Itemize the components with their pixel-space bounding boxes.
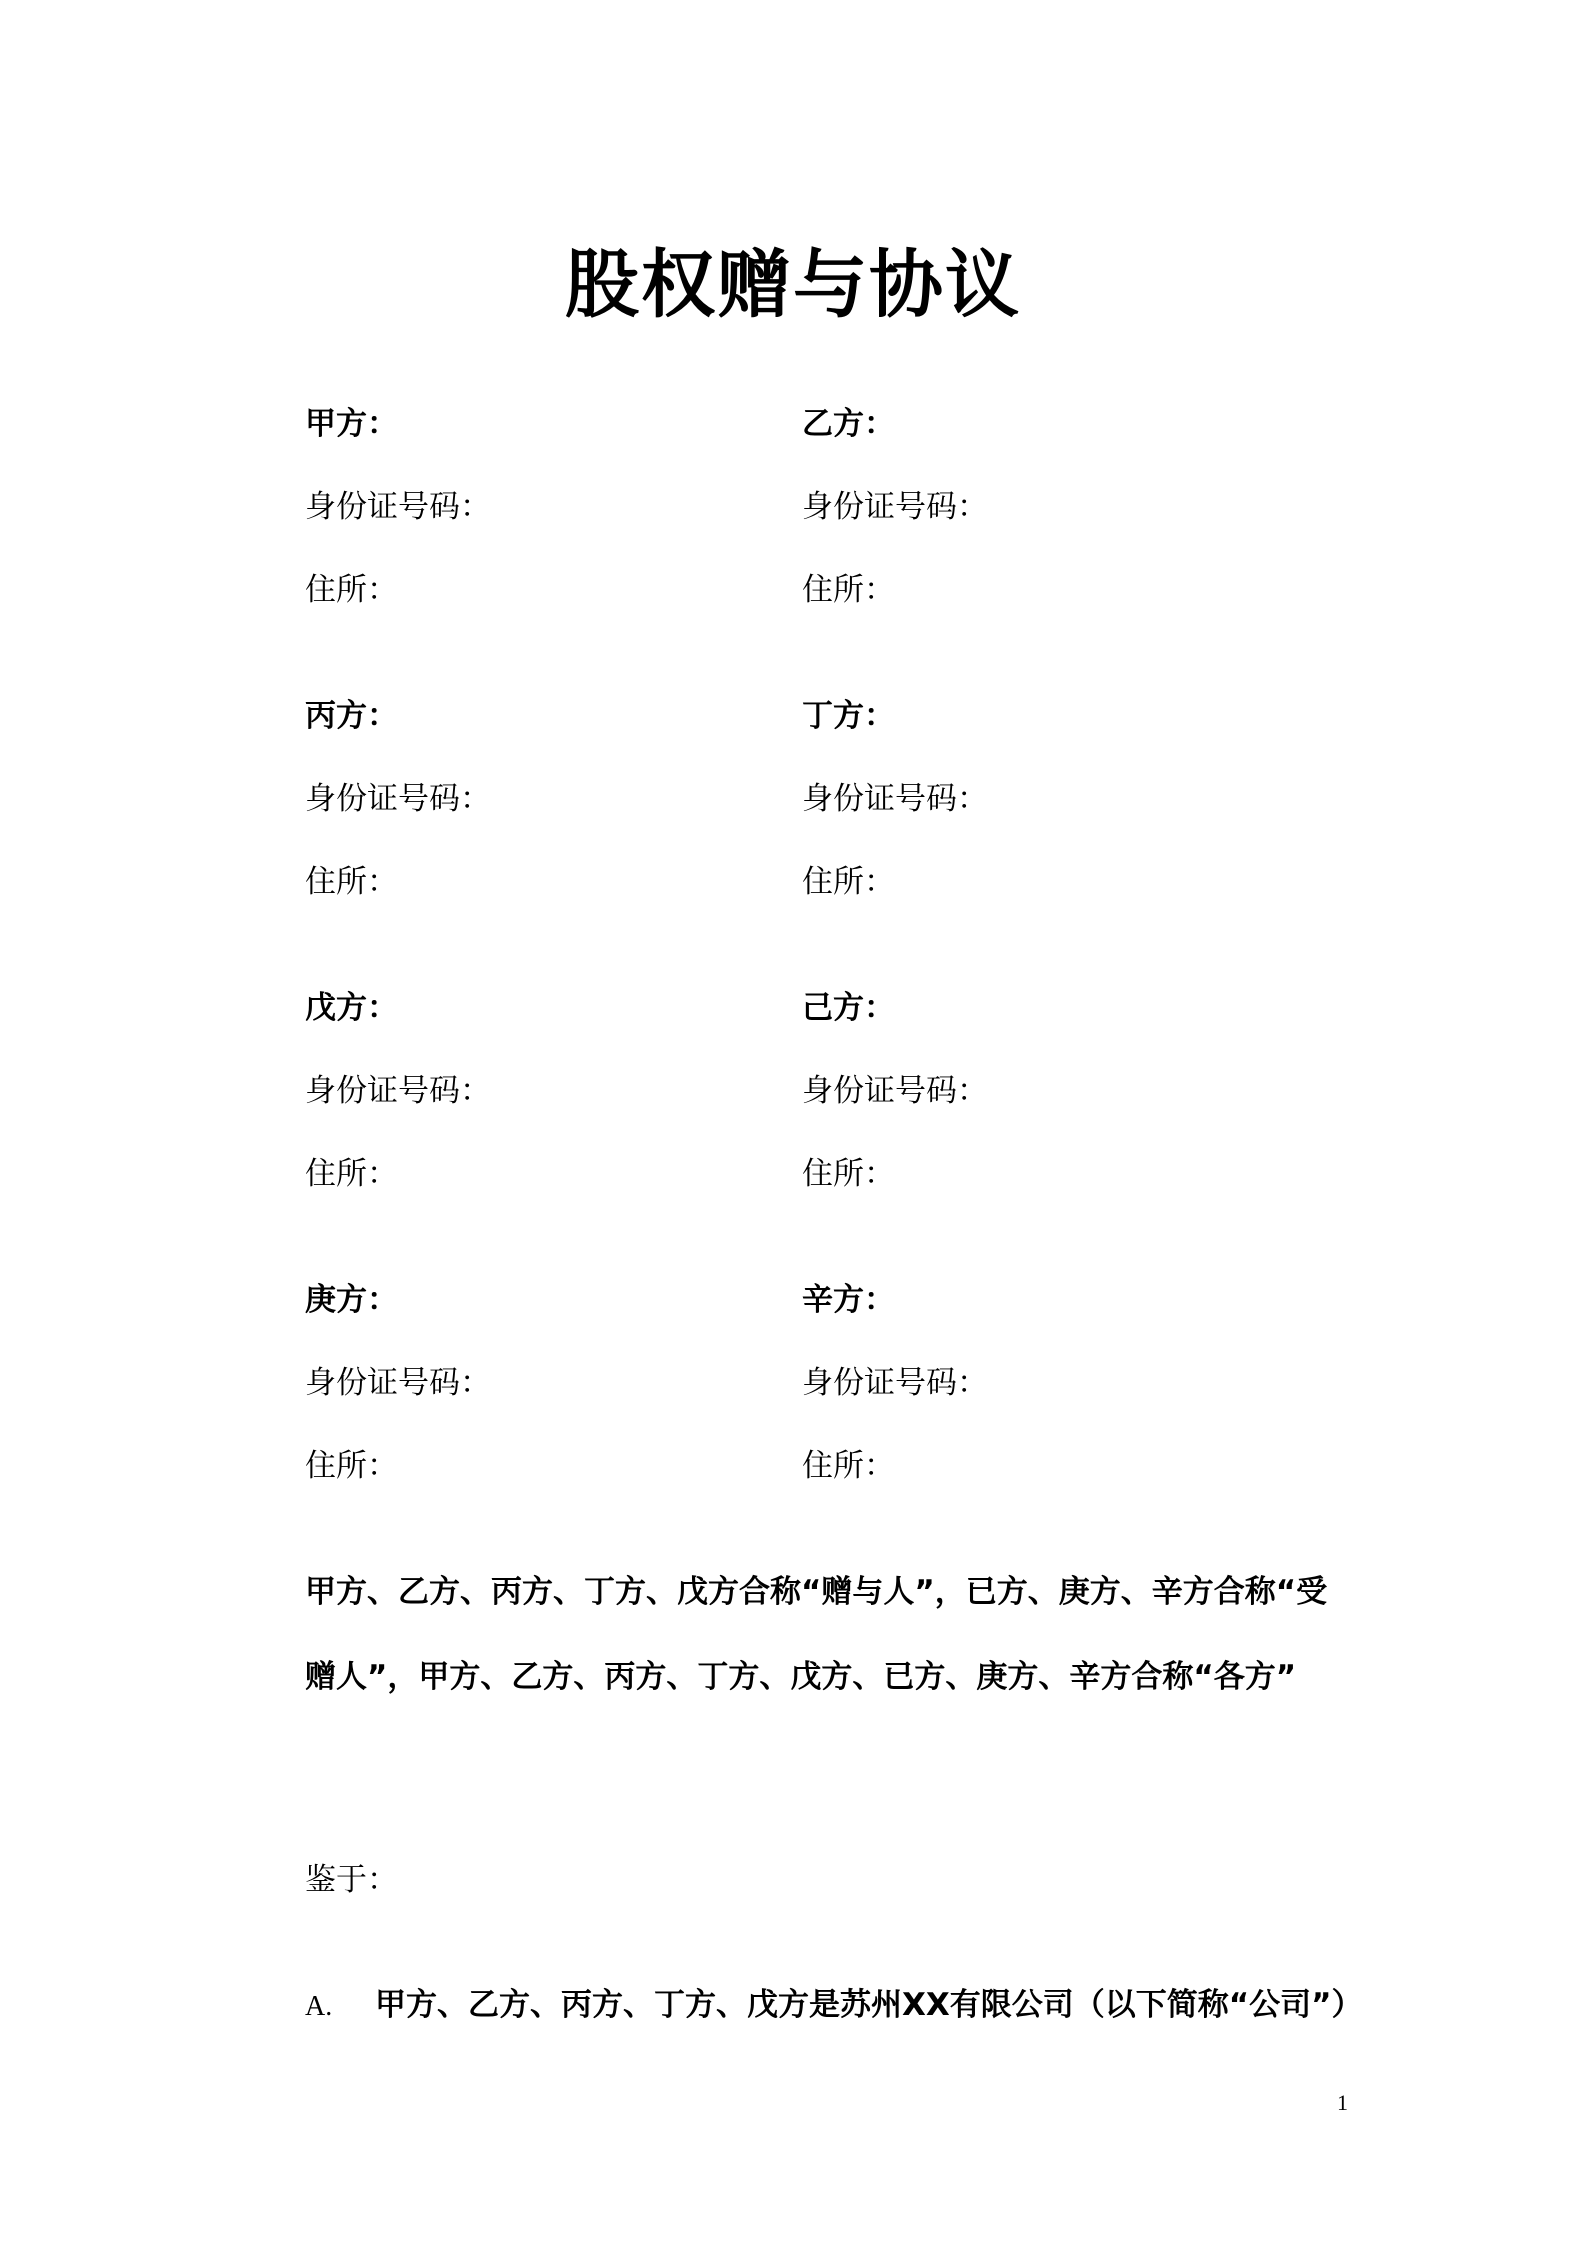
- party-address-label: 住所：: [305, 572, 398, 608]
- party-address-label: 住所：: [802, 1448, 895, 1484]
- party-group-2: [305, 696, 1305, 945]
- whereas-label: 鉴于：: [305, 1862, 398, 1898]
- party-name: 辛方：: [802, 1282, 895, 1318]
- party-name: 己方：: [802, 990, 895, 1026]
- party-id-label: 身份证号码：: [802, 1073, 988, 1109]
- party-name: 乙方：: [802, 406, 895, 442]
- party-address-label: 住所：: [802, 572, 895, 608]
- document-title: 股权赠与协议: [565, 242, 1021, 328]
- party-name: 戊方：: [305, 990, 398, 1026]
- clause-marker: A.: [305, 1991, 333, 2022]
- party-id-label: 身份证号码：: [802, 781, 988, 817]
- definition-line: 赠人”，甲方、乙方、丙方、丁方、戊方、已方、庚方、辛方合称“各方”: [305, 1659, 1297, 1695]
- definition-paragraph: [305, 1572, 1365, 1697]
- party-group-3: [305, 988, 1305, 1237]
- definition-line: 甲方、乙方、丙方、丁方、戊方合称“赠与人”，已方、庚方、辛方合称“受: [305, 1574, 1328, 1610]
- party-id-label: 身份证号码：: [305, 1365, 491, 1401]
- party-group-1: [305, 404, 1305, 653]
- party-group-4: [305, 1280, 1305, 1529]
- clause-text: 甲方、乙方、丙方、丁方、戊方是苏州XX有限公司（以下简称“公司”）: [375, 1987, 1363, 2023]
- party-name: 丙方：: [305, 698, 398, 734]
- party-name: 甲方：: [305, 406, 398, 442]
- party-name: 庚方：: [305, 1282, 398, 1318]
- clause-a: [305, 1985, 1363, 2027]
- party-address-label: 住所：: [305, 864, 398, 900]
- party-address-label: 住所：: [802, 1156, 895, 1192]
- party-id-label: 身份证号码：: [305, 781, 491, 817]
- party-id-label: 身份证号码：: [802, 489, 988, 525]
- party-address-label: 住所：: [305, 1448, 398, 1484]
- party-address-label: 住所：: [802, 864, 895, 900]
- party-id-label: 身份证号码：: [305, 489, 491, 525]
- party-address-label: 住所：: [305, 1156, 398, 1192]
- party-id-label: 身份证号码：: [802, 1365, 988, 1401]
- party-name: 丁方：: [802, 698, 895, 734]
- page-number: 1: [1337, 2090, 1348, 2115]
- party-id-label: 身份证号码：: [305, 1073, 491, 1109]
